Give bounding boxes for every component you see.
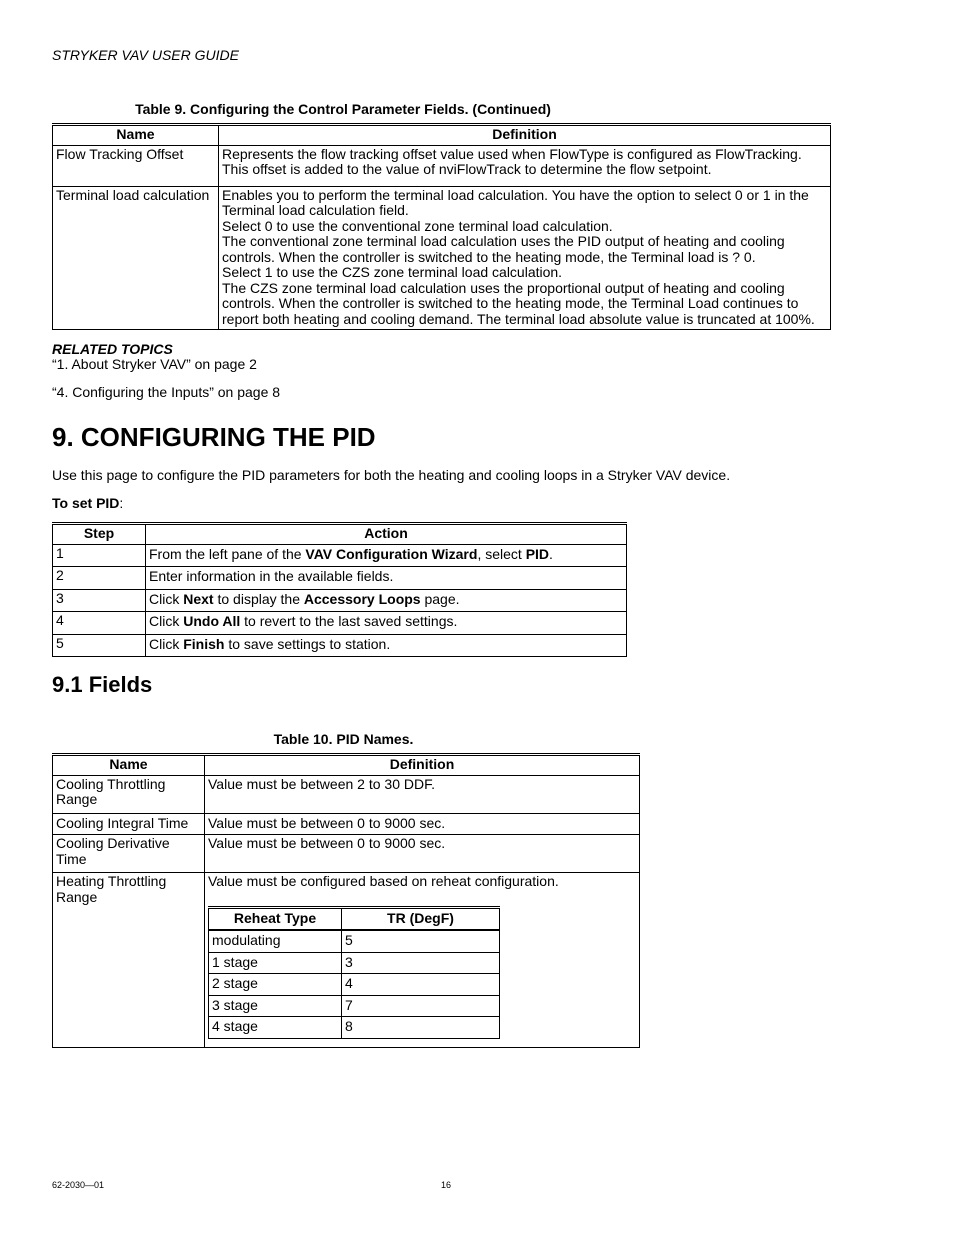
table-row [209, 930, 500, 952]
step-number: 4 [53, 612, 146, 635]
col-header-name: Name [53, 755, 205, 776]
reheat-tr: 3 [342, 952, 500, 974]
table-row [53, 145, 831, 186]
row-name: Terminal load calculation [53, 186, 219, 330]
action-text: Click [149, 635, 184, 652]
action-text: . [549, 545, 553, 562]
table-row [209, 995, 500, 1017]
action-text: to display the [213, 590, 304, 607]
section-intro: Use this page to configure the PID parameters for both the heating and cooling loops in a Stryker VAV device. [52, 467, 731, 483]
step-action [146, 544, 627, 567]
reheat-type: 3 stage [209, 995, 342, 1017]
row-definition [219, 145, 831, 186]
col-header-step: Step [53, 524, 146, 545]
row-name: Cooling Throttling Range [53, 775, 205, 813]
action-ui-term: VAV Configuration Wizard [305, 545, 478, 562]
table-row [209, 974, 500, 996]
section-title: 9. CONFIGURING THE PID [52, 422, 376, 452]
step-row [53, 544, 627, 567]
table-row [53, 775, 640, 813]
table9 [52, 123, 831, 330]
col-header-reheat-type: Reheat Type [209, 907, 342, 930]
related-topic-link[interactable]: “1. About Stryker VAV” on page 2 [52, 356, 257, 372]
step-action [146, 612, 627, 635]
related-topics-heading: RELATED TOPICS [52, 341, 173, 357]
step-row [53, 589, 627, 612]
definition-line: Select 1 to use the CZS zone terminal load calculation. [222, 264, 563, 280]
table-row [209, 1017, 500, 1039]
action-text: , select [477, 545, 526, 562]
step-action [146, 634, 627, 657]
action-ui-term: Next [183, 590, 214, 607]
row-definition: Value must be between 0 to 9000 sec. [205, 835, 640, 873]
row-definition [219, 186, 831, 330]
row-name: Cooling Integral Time [53, 813, 205, 835]
action-text: Click [149, 590, 184, 607]
action-text: Enter information in the available fields. [149, 568, 394, 584]
action-ui-term: PID [525, 545, 550, 562]
action-text: to save settings to station. [224, 635, 391, 652]
table9-caption: Table 9. Configuring the Control Parameter Fields. (Continued) [135, 101, 551, 117]
action-text: page. [420, 590, 460, 607]
table-row [53, 186, 831, 330]
table-row [53, 835, 640, 873]
step-number: 2 [53, 567, 146, 590]
col-header-name: Name [53, 125, 219, 146]
action-text: to revert to the last saved settings. [240, 613, 458, 629]
step-action [146, 567, 627, 590]
col-header-action: Action [146, 524, 627, 545]
definition-line: Enables you to perform the terminal load calculation. You have the option to select 0 or 1 in the Terminal load calculation field. [222, 186, 809, 218]
row-definition: Value must be between 2 to 30 DDF. [205, 775, 640, 813]
running-header: STRYKER VAV USER GUIDE [52, 47, 239, 63]
definition-line: Select 0 to use the conventional zone terminal load calculation. [222, 217, 613, 234]
row-definition: Value must be between 0 to 9000 sec. [205, 813, 640, 835]
row-name: Heating Throttling Range [53, 873, 205, 1048]
col-header-definition: Definition [219, 125, 831, 146]
reheat-tr: 7 [342, 995, 500, 1017]
subsection-title: 9.1 Fields [52, 672, 153, 697]
steps-table [52, 522, 627, 657]
table-row [53, 873, 640, 1048]
reheat-tr: 8 [342, 1017, 500, 1039]
row-name: Cooling Derivative Time [53, 835, 205, 873]
definition-line: Represents the flow tracking offset value used when FlowType is configured as FlowTracking. This offset is added to the value of nviFlowTrack to determine the flow setpoint. [222, 145, 802, 177]
action-ui-term: Accessory Loops [303, 590, 421, 607]
reheat-tr: 4 [342, 974, 500, 996]
table10-caption: Table 10. PID Names. [273, 731, 414, 747]
step-row [53, 567, 627, 590]
step-number: 3 [53, 589, 146, 612]
procedure-label-bold: To set PID [52, 495, 120, 511]
row-definition [205, 873, 640, 1048]
reheat-type: 1 stage [209, 952, 342, 974]
action-ui-term: Finish [183, 635, 225, 652]
table-row [209, 952, 500, 974]
action-text: From the left pane of the [149, 545, 306, 562]
page-number: 16 [441, 1180, 452, 1190]
pid-names-table [52, 753, 640, 1048]
reheat-type: 2 stage [209, 974, 342, 996]
action-ui-term: Undo All [183, 613, 241, 629]
procedure-label-colon: : [119, 495, 124, 511]
row-name: Flow Tracking Offset [53, 145, 219, 186]
definition-line: The conventional zone terminal load calculation uses the PID output of heating and cooling controls. When the controller is switched to the heating mode, the Terminal load is ? 0. [222, 233, 785, 265]
step-row [53, 612, 627, 635]
step-number: 5 [53, 634, 146, 657]
table-header-row [209, 907, 500, 930]
col-header-tr: TR (DegF) [342, 907, 500, 930]
procedure-label [52, 495, 123, 511]
table-row [53, 813, 640, 835]
reheat-type: 4 stage [209, 1017, 342, 1039]
col-header-definition: Definition [205, 755, 640, 776]
step-row [53, 634, 627, 657]
table-header-row [53, 125, 831, 146]
table-header-row [53, 755, 640, 776]
reheat-type: modulating [209, 930, 342, 952]
step-action [146, 589, 627, 612]
related-topic-link[interactable]: “4. Configuring the Inputs” on page 8 [52, 384, 281, 400]
action-text: Click [149, 613, 184, 629]
definition-text: Value must be configured based on reheat configuration. [208, 873, 559, 889]
document-number: 62-2030—01 [52, 1180, 105, 1190]
reheat-table [208, 906, 500, 1039]
table-header-row [53, 524, 627, 545]
definition-line: The CZS zone terminal load calculation uses the proportional output of heating and cooling controls. When the controller is switched to the heating mode, the Terminal Load continues to report both heating and cooling demand. The terminal load absolute value is truncated at 100%. [222, 279, 815, 327]
step-number: 1 [53, 544, 146, 567]
reheat-tr: 5 [342, 930, 500, 952]
